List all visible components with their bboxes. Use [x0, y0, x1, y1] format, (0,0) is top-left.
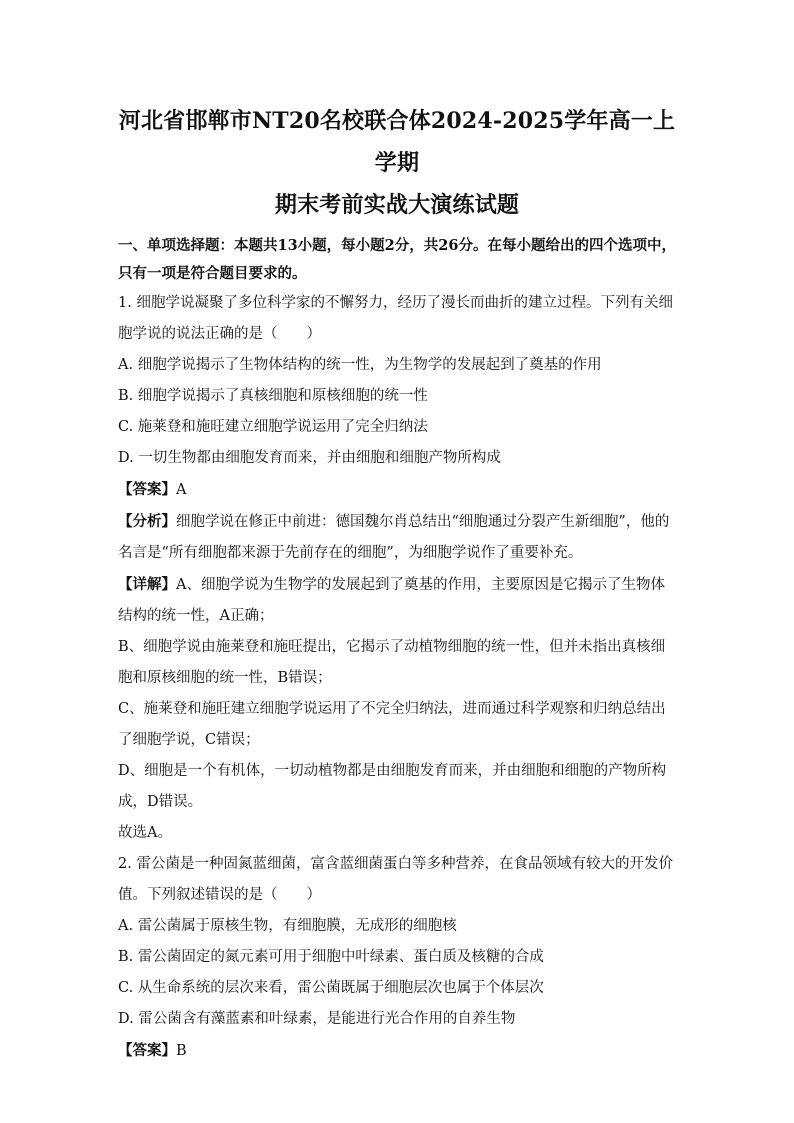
question-2-option-b: B. 雷公菌固定的氮元素可用于细胞中叶绿素、蛋白质及核糖的合成 — [118, 949, 544, 965]
question-1-stem: 1. 细胞学说凝聚了多位科学家的不懈努力，经历了漫长而曲折的建立过程。下列有关细胞学说的说法正确的是（ ） — [118, 295, 673, 342]
detail-tag: 【详解】 — [118, 576, 176, 593]
question-2-answer — [118, 1035, 676, 1067]
question-1-detail-a — [118, 569, 676, 632]
title-line-2: 期末考前实战大演练试题 — [274, 192, 520, 218]
question-1-answer — [118, 474, 676, 506]
question-1 — [118, 288, 676, 849]
section-heading: 一、单项选择题：本题共13小题，每小题2分，共26分。在每小题给出的四个选项中，只有一项是符合题目要求的。 — [118, 237, 676, 282]
analysis-tag: 【分析】 — [118, 513, 176, 530]
question-1-option-d: D. 一切生物都由细胞发育而来，并由细胞和细胞产物所构成 — [118, 450, 501, 466]
question-1-detail-b: B、细胞学说由施莱登和施旺提出，它揭示了动植物细胞的统一性，但并未指出真核细胞和原核细胞的统一性，B错误； — [118, 639, 666, 686]
question-1-option-b: B. 细胞学说揭示了真核细胞和原核细胞的统一性 — [118, 388, 428, 404]
question-2-option-c: C. 从生命系统的层次来看，雷公菌既属于细胞层次也属于个体层次 — [118, 980, 544, 996]
page-title — [118, 100, 676, 226]
question-1-option-a: A. 细胞学说揭示了生物体结构的统一性，为生物学的发展起到了奠基的作用 — [118, 357, 602, 373]
answer-value: A — [176, 482, 187, 498]
question-1-detail-d: D、细胞是一个有机体，一切动植物都是由细胞发育而来，并由细胞和细胞的产物所构成，D错误。 — [118, 763, 667, 810]
question-1-conclusion: 故选A。 — [118, 825, 172, 841]
detail-text-a: A、细胞学说为生物学的发展起到了奠基的作用，主要原因是它揭示了生物体结构的统一性，A正确； — [118, 577, 665, 624]
analysis-text: 细胞学说在修正中前进：德国魏尔肖总结出“细胞通过分裂产生新细胞”，他的名言是“所有细胞都来源于先前存在的细胞”，为细胞学说作了重要补充。 — [118, 514, 670, 561]
title-line-1: 河北省邯郸市NT20名校联合体2024-2025学年高一上学期 — [118, 108, 676, 176]
question-2-stem: 2. 雷公菌是一种固氮蓝细菌，富含蓝细菌蛋白等多种营养，在食品领域有较大的开发价值。下列叙述错误的是（ ） — [118, 856, 673, 903]
answer-value: B — [176, 1043, 187, 1059]
answer-tag: 【答案】 — [118, 481, 176, 498]
question-2 — [118, 849, 676, 1067]
question-1-option-c: C. 施莱登和施旺建立细胞学说运用了完全归纳法 — [118, 419, 428, 435]
question-1-analysis — [118, 506, 676, 569]
question-2-option-a: A. 雷公菌属于原核生物，有细胞膜，无成形的细胞核 — [118, 918, 457, 934]
answer-tag: 【答案】 — [118, 1042, 176, 1059]
question-2-option-d: D. 雷公菌含有藻蓝素和叶绿素，是能进行光合作用的自养生物 — [118, 1011, 516, 1027]
question-1-detail-c: C、施莱登和施旺建立细胞学说运用了不完全归纳法，进而通过科学观察和归纳总结出了细胞学说，C错误； — [118, 701, 666, 748]
